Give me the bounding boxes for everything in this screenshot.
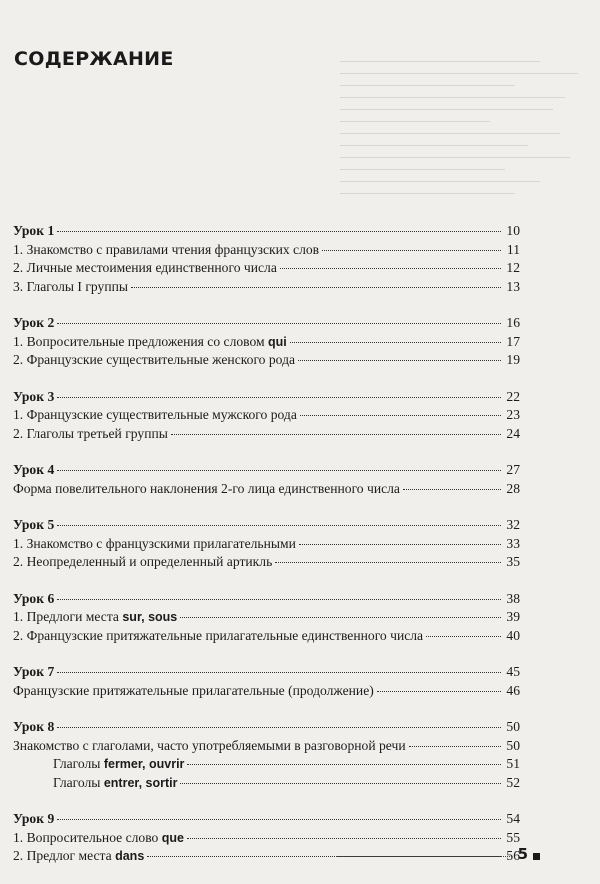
toc-entry-page-number: 28 [506, 480, 520, 496]
lesson-heading-row[interactable] [13, 222, 520, 241]
lesson-page-number: 22 [506, 388, 520, 404]
page-number: 5 [517, 845, 528, 863]
toc-entry-french-term: fermer, ouvrir [103, 757, 185, 771]
table-of-contents [13, 222, 520, 884]
toc-entry-page-number: 11 [506, 241, 520, 257]
toc-entry-page-number: 17 [506, 333, 520, 349]
toc-entry[interactable] [13, 737, 520, 756]
toc-entry-title [13, 682, 374, 701]
toc-entry-title [13, 737, 406, 756]
toc-entry-title [13, 774, 177, 793]
lesson-title: Урок 6 [13, 590, 55, 606]
toc-entry-title [13, 406, 297, 425]
toc-entry-text: 2. Французские существительные женского рода [13, 352, 296, 367]
lesson-heading-row[interactable] [13, 663, 520, 682]
lesson-title: Урок 2 [13, 315, 55, 330]
dotted-leader [275, 562, 501, 563]
page-footer [336, 842, 540, 862]
lesson-heading-row[interactable] [13, 461, 520, 480]
lesson-page-number: 32 [506, 517, 520, 532]
lesson-title: Урок 8 [13, 719, 55, 734]
toc-entry-title [13, 829, 184, 848]
toc-entry-page-number: 52 [506, 774, 520, 790]
toc-entry-page-number: 55 [506, 829, 520, 845]
dotted-leader [57, 525, 501, 526]
toc-entry-page-number: 19 [506, 352, 520, 367]
lesson-heading-row[interactable] [13, 718, 520, 737]
lesson-title: Урок 7 [13, 664, 55, 679]
lesson-page-number: 38 [506, 590, 520, 606]
lesson-page-number: 45 [506, 664, 520, 679]
toc-entry[interactable] [13, 351, 520, 370]
dotted-leader [171, 434, 501, 435]
lesson-title: Урок 4 [13, 462, 55, 477]
toc-entry[interactable] [13, 406, 520, 425]
dotted-leader [57, 599, 501, 600]
dotted-leader [298, 360, 501, 361]
lesson-block [13, 663, 520, 700]
toc-entry-page-number: 23 [506, 407, 520, 422]
toc-entry-text: 2. Предлог места [13, 848, 116, 863]
lesson-page-number: 54 [506, 811, 520, 826]
lesson-title: Урок 5 [13, 517, 55, 532]
toc-entry-text: 1. Знакомство с правилами чтения французских слов [13, 241, 320, 257]
toc-entry-title [13, 608, 177, 627]
dotted-leader [409, 746, 501, 747]
toc-entry[interactable] [13, 627, 520, 646]
toc-entry-text: 3. Глаголы I группы [13, 278, 129, 294]
dotted-leader [403, 489, 501, 490]
dotted-leader [187, 764, 501, 765]
dotted-leader [57, 323, 501, 324]
lesson-page-number: 50 [506, 719, 520, 734]
toc-entry-page-number: 39 [506, 609, 520, 624]
toc-entry-page-number: 56 [506, 848, 520, 863]
toc-entry-text: 2. Французские притяжательные прилагательные единственного числа [13, 627, 424, 643]
toc-entry-text: Французские притяжательные прилагательные (продолжение) [13, 682, 374, 698]
dotted-leader [426, 636, 501, 637]
lesson-block [13, 222, 520, 296]
toc-entry-page-number: 51 [506, 756, 520, 771]
toc-entry-title [13, 535, 296, 554]
lesson-heading-row[interactable] [13, 810, 520, 829]
lesson-page-number: 27 [506, 462, 520, 477]
lesson-page-number: 16 [506, 315, 520, 330]
lesson-heading-row[interactable] [13, 516, 520, 535]
dotted-leader [377, 691, 501, 692]
toc-entry-title [13, 241, 319, 260]
toc-entry[interactable] [13, 333, 520, 352]
toc-entry-title [13, 847, 144, 866]
toc-entry-page-number: 46 [506, 682, 520, 698]
toc-entry[interactable] [13, 278, 520, 297]
lesson-heading-row[interactable] [13, 388, 520, 407]
dotted-leader [280, 268, 501, 269]
square-bullet-icon [533, 853, 540, 860]
toc-entry-title [13, 480, 400, 499]
toc-entry-title [13, 259, 277, 278]
toc-entry-title [13, 351, 295, 370]
dotted-leader [180, 783, 501, 784]
lesson-block [13, 590, 520, 646]
lesson-block [13, 314, 520, 370]
toc-entry-page-number: 12 [506, 260, 520, 275]
lesson-block [13, 718, 520, 792]
lesson-heading-row[interactable] [13, 314, 520, 333]
toc-entry-title [13, 755, 184, 774]
toc-entry-title [13, 553, 272, 572]
toc-entry-title [13, 333, 287, 352]
toc-entry[interactable] [13, 608, 520, 627]
dotted-leader [300, 415, 501, 416]
dotted-leader [290, 342, 501, 343]
toc-entry[interactable] [13, 480, 520, 499]
toc-entry[interactable] [13, 535, 520, 554]
dotted-leader [322, 250, 501, 251]
toc-entry-french-term: dans [115, 849, 145, 863]
lesson-title: Урок 9 [13, 811, 55, 826]
lesson-heading-row[interactable] [13, 590, 520, 609]
toc-entry[interactable] [13, 553, 520, 572]
dotted-leader [57, 231, 501, 232]
toc-entry-french-term: sur, sous [122, 610, 178, 624]
lesson-title: Урок 1 [13, 223, 55, 238]
toc-entry-text: 1. Вопросительные предложения со словом [13, 333, 269, 349]
page-title: СОДЕРЖАНИЕ [14, 48, 174, 70]
toc-entry-text: Глаголы [53, 774, 104, 790]
toc-entry-text: 2. Личные местоимения единственного числа [13, 260, 277, 275]
lesson-title: Урок 3 [13, 388, 55, 404]
toc-entry-page-number: 50 [506, 737, 520, 753]
toc-entry[interactable] [13, 682, 520, 701]
toc-entry-text: 1. Предлоги места [13, 609, 123, 624]
toc-entry-french-term: entrer, sortir [103, 775, 178, 790]
dotted-leader [131, 287, 501, 288]
toc-entry-page-number: 35 [506, 554, 520, 569]
toc-entry-title [13, 278, 128, 297]
toc-entry-text: 1. Знакомство с французскими прилагательными [13, 535, 296, 551]
dotted-leader [57, 397, 501, 398]
toc-entry[interactable] [13, 425, 520, 444]
dotted-leader [57, 470, 501, 471]
toc-entry-page-number: 40 [506, 627, 520, 643]
toc-entry-text: Глаголы [53, 756, 104, 771]
bleed-through-text [340, 50, 590, 230]
toc-entry-page-number: 33 [506, 535, 520, 551]
toc-entry-page-number: 13 [506, 278, 520, 294]
toc-entry-french-term: que [161, 830, 184, 845]
toc-entry-title [13, 627, 423, 646]
dotted-leader [57, 819, 501, 820]
toc-entry-french-term: qui [268, 334, 287, 349]
toc-entry[interactable] [13, 774, 520, 793]
lesson-block [13, 461, 520, 498]
lesson-block [13, 516, 520, 572]
lesson-block [13, 388, 520, 444]
dotted-leader [187, 838, 501, 839]
dotted-leader [299, 544, 501, 545]
toc-entry[interactable] [13, 755, 520, 774]
dotted-leader [57, 672, 501, 673]
toc-entry-title [13, 425, 168, 444]
dotted-leader [180, 617, 501, 618]
footer-dotted-line [336, 856, 512, 857]
toc-entry[interactable] [13, 259, 520, 278]
toc-entry-text: 1. Французские существительные мужского рода [13, 407, 297, 422]
toc-entry-text: 2. Глаголы третьей группы [13, 425, 168, 441]
toc-entry-text: 2. Неопределенный и определенный артикль [13, 554, 273, 569]
toc-entry-page-number: 24 [506, 425, 520, 441]
toc-entry-text: 1. Вопросительное слово [13, 829, 162, 845]
toc-entry-text: Форма повелительного наклонения 2-го лица единственного числа [13, 480, 400, 496]
dotted-leader [57, 727, 501, 728]
lesson-page-number: 10 [506, 223, 520, 238]
toc-entry[interactable] [13, 241, 520, 260]
toc-entry-text: Знакомство с глаголами, часто употребляемыми в разговорной речи [13, 737, 406, 753]
